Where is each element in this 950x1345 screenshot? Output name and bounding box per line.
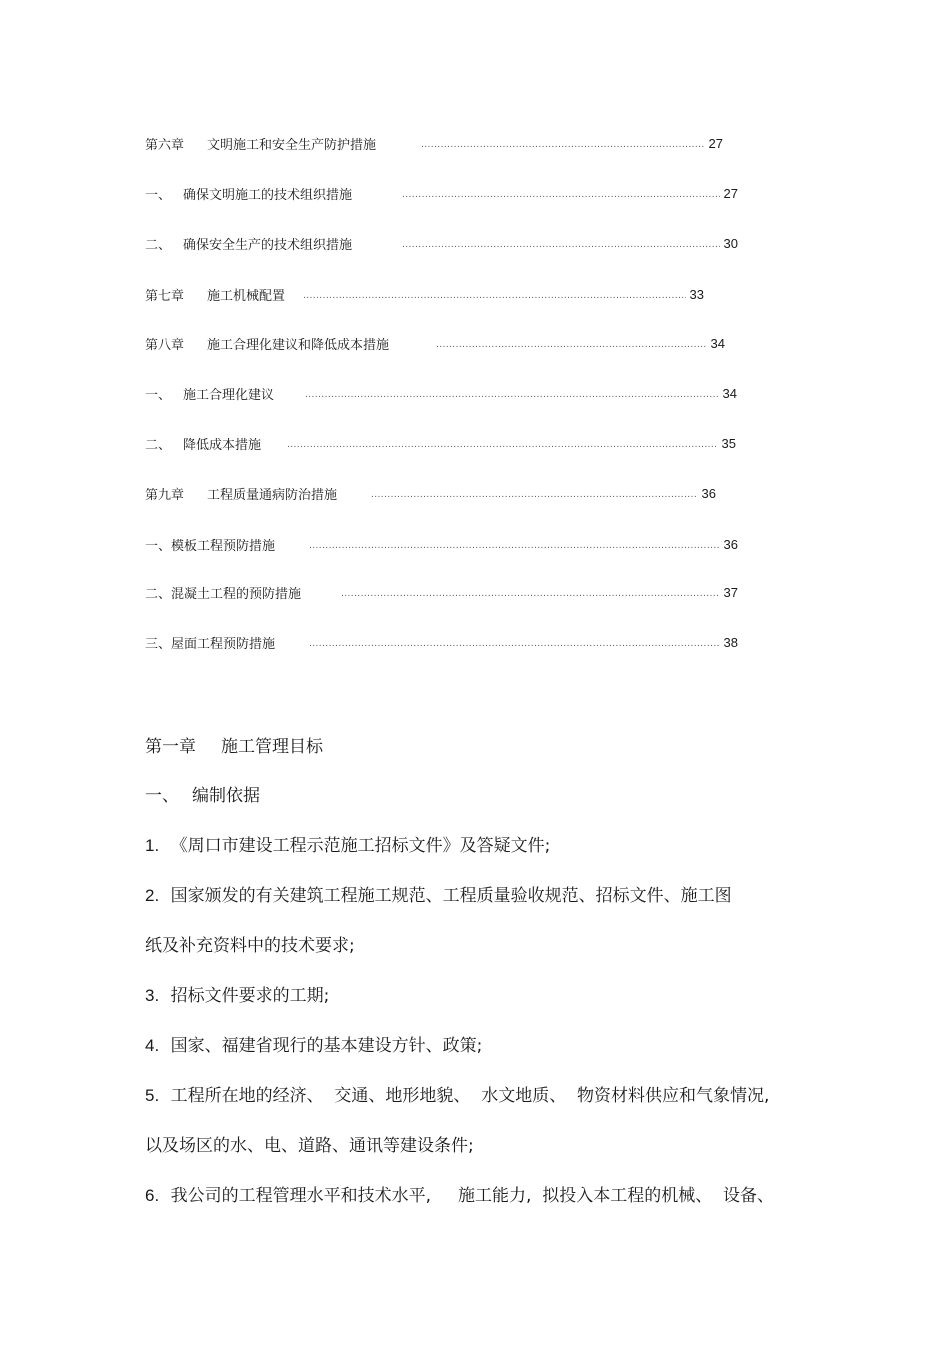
toc-page-number: 27 <box>708 135 723 151</box>
toc-prefix: 第九章 <box>145 487 185 503</box>
toc-title: 文明施工和安全生产防护措施 <box>207 137 377 153</box>
toc-entry[interactable] <box>145 284 704 304</box>
toc-page-number: 37 <box>723 584 738 600</box>
item-text: 以及场区的水、电、道路、通讯等建设条件; <box>145 1136 474 1156</box>
list-item-continuation <box>145 931 355 956</box>
list-item <box>145 831 550 856</box>
chapter-title: 施工管理目标 <box>221 737 323 757</box>
toc-prefix: 二、 <box>145 437 172 453</box>
section-heading <box>145 781 260 806</box>
toc-page-number: 34 <box>710 335 725 351</box>
toc-title: 工程质量通病防治措施 <box>207 487 338 503</box>
toc-title: 施工合理化建议 <box>183 387 275 403</box>
section-title: 编制依据 <box>192 786 260 806</box>
toc-title: 二、混凝土工程的预防措施 <box>145 586 302 602</box>
item-number: 4. <box>145 1036 160 1055</box>
list-item <box>145 1031 482 1056</box>
toc-page-number: 30 <box>723 235 738 251</box>
item-text: 工程所在地的经济、 交通、地形地貌、 水文地质、 物资材料供应和气象情况, <box>170 1086 770 1106</box>
toc-prefix: 第八章 <box>145 337 185 353</box>
toc-title: 施工合理化建议和降低成本措施 <box>207 337 390 353</box>
toc-page-number: 33 <box>689 286 704 302</box>
item-number: 2. <box>145 886 160 905</box>
toc-entry[interactable] <box>145 333 725 353</box>
toc-prefix: 一、 <box>145 387 172 403</box>
toc-leader-dots <box>436 340 707 350</box>
list-item <box>145 981 329 1006</box>
toc-entry[interactable] <box>145 233 738 253</box>
toc-page-number: 34 <box>722 385 737 401</box>
toc-entry[interactable] <box>145 133 723 153</box>
item-text: 国家颁发的有关建筑工程施工规范、工程质量验收规范、招标文件、施工图 <box>170 886 732 906</box>
toc-page-number: 35 <box>721 435 736 451</box>
item-number: 6. <box>145 1186 160 1205</box>
toc-page-number: 36 <box>701 485 716 501</box>
toc-leader-dots <box>305 390 719 400</box>
toc-entry[interactable] <box>145 383 737 403</box>
item-text: 我公司的工程管理水平和技术水平, 施工能力, 拟投入本工程的机械、 设备、 <box>170 1186 775 1206</box>
chapter-heading <box>145 732 323 757</box>
toc-page-number: 36 <box>723 536 738 552</box>
toc-entry[interactable] <box>145 582 738 602</box>
toc-entry[interactable] <box>145 183 738 203</box>
toc-leader-dots <box>341 589 720 599</box>
toc-leader-dots <box>421 140 705 150</box>
toc-prefix: 一、 <box>145 187 172 203</box>
item-number: 5. <box>145 1086 160 1105</box>
toc-title: 确保文明施工的技术组织措施 <box>183 187 353 203</box>
toc-title: 降低成本措施 <box>183 437 262 453</box>
toc-entry[interactable] <box>145 483 716 503</box>
toc-entry[interactable] <box>145 534 738 554</box>
item-text: 纸及补充资料中的技术要求; <box>145 936 355 956</box>
toc-title: 三、屋面工程预防措施 <box>145 636 276 652</box>
item-text: 国家、福建省现行的基本建设方针、政策; <box>170 1036 483 1056</box>
toc-entry[interactable] <box>145 433 736 453</box>
toc-title: 施工机械配置 <box>207 288 286 304</box>
toc-leader-dots <box>402 190 720 200</box>
list-item-continuation <box>145 1131 474 1156</box>
list-item <box>145 1081 769 1106</box>
toc-leader-dots <box>287 440 718 450</box>
section-number: 一、 <box>145 786 179 806</box>
toc-entry[interactable] <box>145 632 738 652</box>
toc-title: 一、模板工程预防措施 <box>145 538 276 554</box>
toc-leader-dots <box>371 490 698 500</box>
toc-leader-dots <box>309 541 720 551</box>
item-text: 《周口市建设工程示范施工招标文件》及答疑文件; <box>170 836 551 856</box>
toc-page-number: 38 <box>723 634 738 650</box>
toc-title: 确保安全生产的技术组织措施 <box>183 237 353 253</box>
toc-prefix: 第七章 <box>145 288 185 304</box>
list-item <box>145 881 732 906</box>
toc-page-number: 27 <box>723 185 738 201</box>
toc-prefix: 二、 <box>145 237 172 253</box>
item-text: 招标文件要求的工期; <box>170 986 330 1006</box>
toc-leader-dots <box>303 291 686 301</box>
toc-leader-dots <box>402 240 720 250</box>
toc-leader-dots <box>309 639 720 649</box>
chapter-number: 第一章 <box>145 737 196 757</box>
list-item <box>145 1181 774 1206</box>
toc-prefix: 第六章 <box>145 137 185 153</box>
item-number: 3. <box>145 986 160 1005</box>
item-number: 1. <box>145 836 160 855</box>
